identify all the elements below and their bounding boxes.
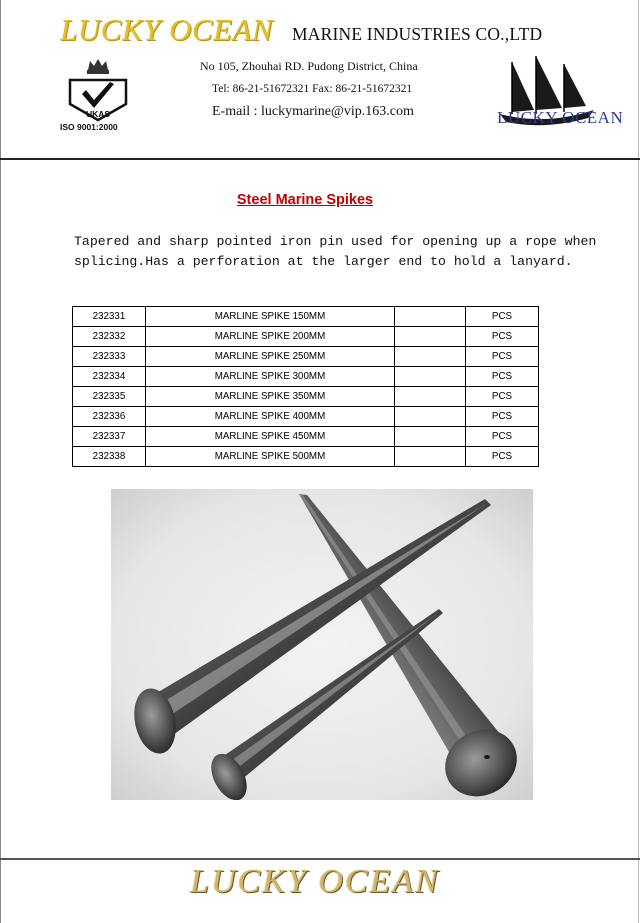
company-email: E-mail : luckymarine@vip.163.com	[212, 104, 414, 119]
product-table	[72, 306, 539, 467]
item-blank-cell	[395, 327, 466, 347]
item-unit: PCS	[466, 407, 539, 427]
company-phone-fax: Tel: 86-21-51672321 Fax: 86-21-51672321	[212, 83, 413, 95]
page-border-right	[638, 0, 639, 923]
footer-divider	[0, 858, 640, 860]
item-name: MARLINE SPIKE 250MM	[146, 347, 395, 367]
item-code: 232335	[73, 387, 146, 407]
table-row	[73, 387, 539, 407]
item-unit: PCS	[466, 427, 539, 447]
table-row	[73, 427, 539, 447]
item-blank-cell	[395, 387, 466, 407]
company-name: MARINE INDUSTRIES CO.,LTD	[292, 24, 543, 44]
table-row	[73, 347, 539, 367]
item-code: 232331	[73, 307, 146, 327]
item-code: 232334	[73, 367, 146, 387]
company-address: No 105, Zhouhai RD. Pudong District, China	[200, 59, 418, 73]
item-code: 232336	[73, 407, 146, 427]
item-code: 232332	[73, 327, 146, 347]
item-blank-cell	[395, 427, 466, 447]
header-divider	[0, 158, 640, 160]
item-unit: PCS	[466, 447, 539, 467]
iso-certification-label: ISO 9001:2000	[60, 122, 118, 132]
page-border-left	[0, 0, 1, 923]
item-name: MARLINE SPIKE 200MM	[146, 327, 395, 347]
item-name: MARLINE SPIKE 450MM	[146, 427, 395, 447]
item-unit: PCS	[466, 347, 539, 367]
table-row	[73, 367, 539, 387]
marline-spikes-photo	[111, 489, 533, 800]
product-description: Tapered and sharp pointed iron pin used for opening up a rope when splicing.Has a perforation at the larger end to hold a lanyard.	[74, 234, 597, 269]
item-code: 232337	[73, 427, 146, 447]
item-blank-cell	[395, 447, 466, 467]
item-unit: PCS	[466, 387, 539, 407]
item-code: 232338	[73, 447, 146, 467]
table-row	[73, 327, 539, 347]
crown-icon	[87, 59, 109, 74]
table-row	[73, 307, 539, 327]
ukas-label: UKAS	[85, 109, 111, 119]
item-unit: PCS	[466, 367, 539, 387]
item-unit: PCS	[466, 327, 539, 347]
table-row	[73, 447, 539, 467]
item-unit: PCS	[466, 307, 539, 327]
item-name: MARLINE SPIKE 300MM	[146, 367, 395, 387]
item-name: MARLINE SPIKE 400MM	[146, 407, 395, 427]
item-blank-cell	[395, 407, 466, 427]
ship-logo-label: LUCKY OCEAN	[497, 108, 624, 127]
footer-brand-name: LUCKY OCEAN	[190, 863, 440, 900]
check-mark-icon	[82, 82, 114, 108]
item-name: MARLINE SPIKE 350MM	[146, 387, 395, 407]
item-blank-cell	[395, 307, 466, 327]
item-blank-cell	[395, 347, 466, 367]
item-name: MARLINE SPIKE 500MM	[146, 447, 395, 467]
brand-name: LUCKY OCEAN	[60, 12, 274, 47]
table-row	[73, 407, 539, 427]
item-blank-cell	[395, 367, 466, 387]
product-title: Steel Marine Spikes	[236, 192, 374, 208]
item-code: 232333	[73, 347, 146, 367]
item-name: MARLINE SPIKE 150MM	[146, 307, 395, 327]
